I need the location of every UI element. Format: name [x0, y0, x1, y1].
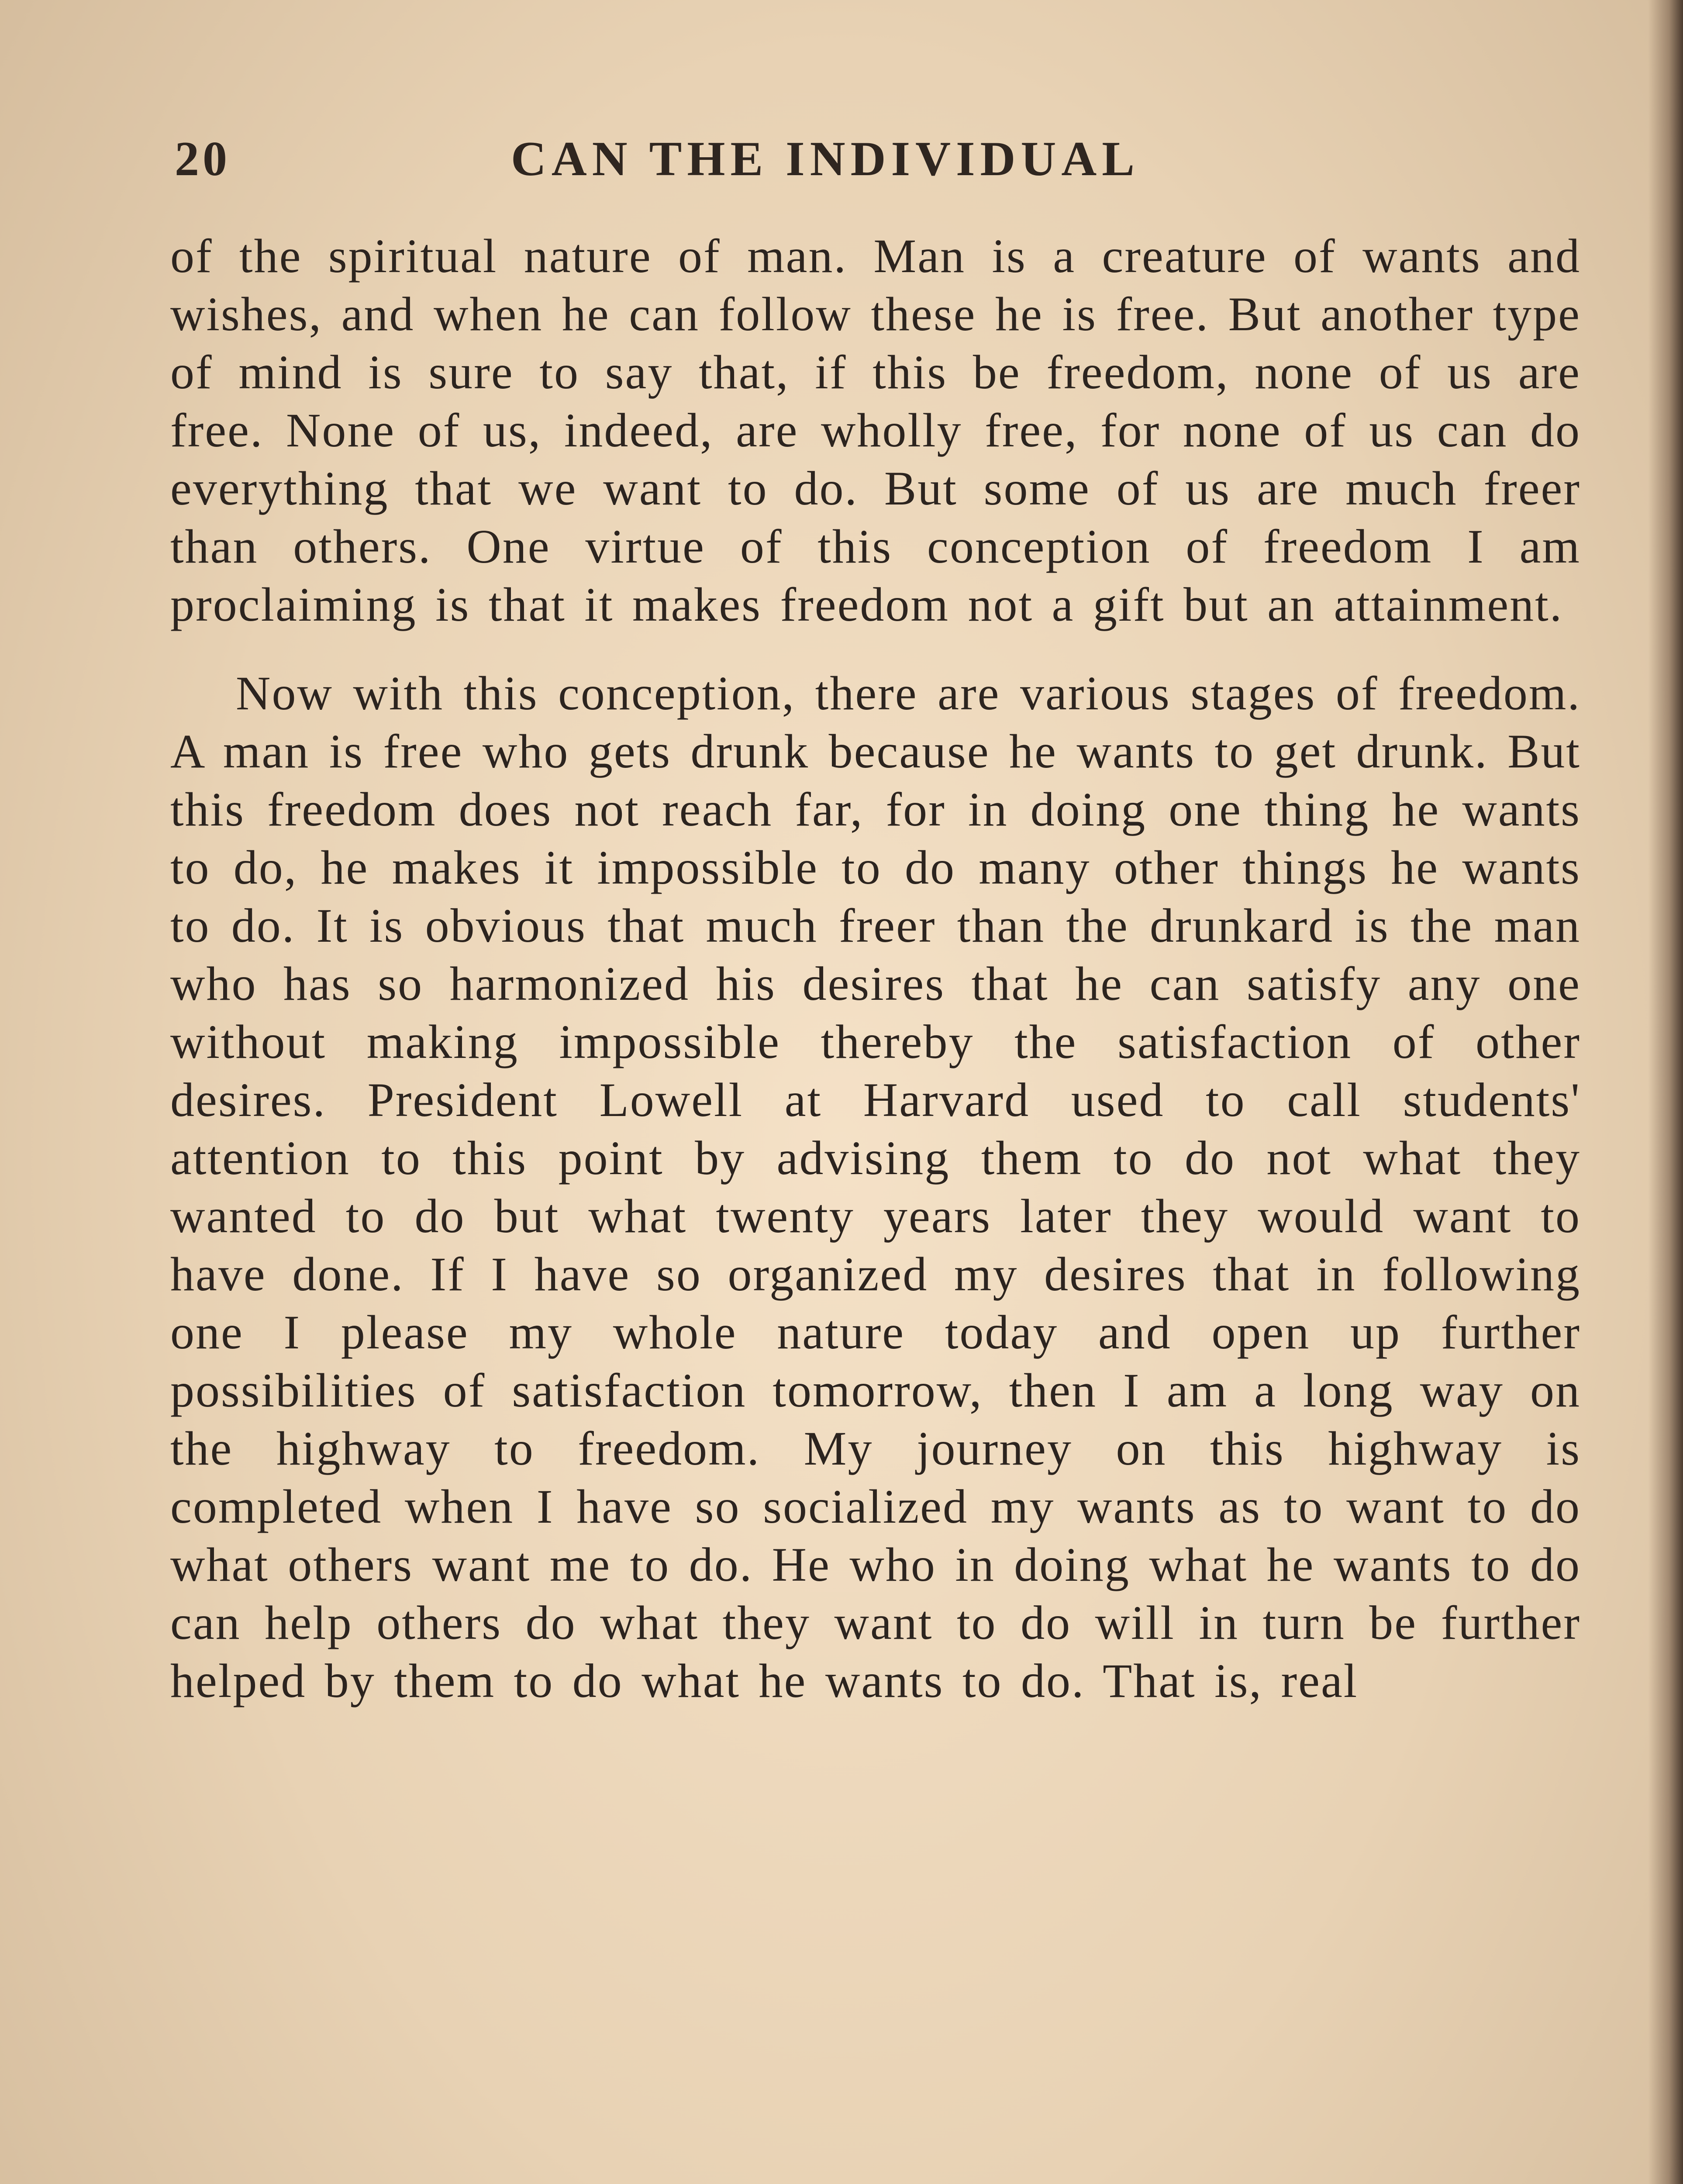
- running-head: CAN THE INDIVIDUAL: [511, 132, 1140, 186]
- paragraph-1: of the spiritual nature of man. Man is a creature of wants and wishes, and when he can follow these he is free. But another type of mind is sure to say that, if this be freedom, none of us are free. None of us, indeed, are wholly free, for none of us can do everything that we want to do. But some of us are much freer than others. One virtue of this conception of freedom I am proclaiming is that it makes freedom not a gift but an attainment.: [170, 229, 1581, 631]
- page-header: [175, 131, 1572, 192]
- page-edge-shadow: [1648, 0, 1683, 2184]
- page-number: 20: [175, 132, 231, 186]
- body-text: [170, 227, 1581, 1710]
- paragraph-2: Now with this conception, there are various stages of freedom. A man is free who gets drunk because he wants to get drunk. But this freedom does not reach far, for in doing one thing he wants to do, he makes it impossible to do many other things he wants to do. It is obvious that much freer than the drunkard is the man who has so harmonized his desires that he can satisfy any one without making impossible thereby the satisfaction of other desires. President Lowell at Harvard used to call students' attention to this point by advising them to do not what they wanted to do but what twenty years later they would want to have done. If I have so organized my desires that in following one I please my whole nature today and open up further possibilities of satisfaction tomorrow, then I am a long way on the highway to freedom. My journey on this highway is completed when I have so socialized my wants as to want to do what others want me to do. He who in doing what he wants to do can help others do what they want to do will in turn be further helped by them to do what he wants to do. That is, real: [170, 667, 1581, 1707]
